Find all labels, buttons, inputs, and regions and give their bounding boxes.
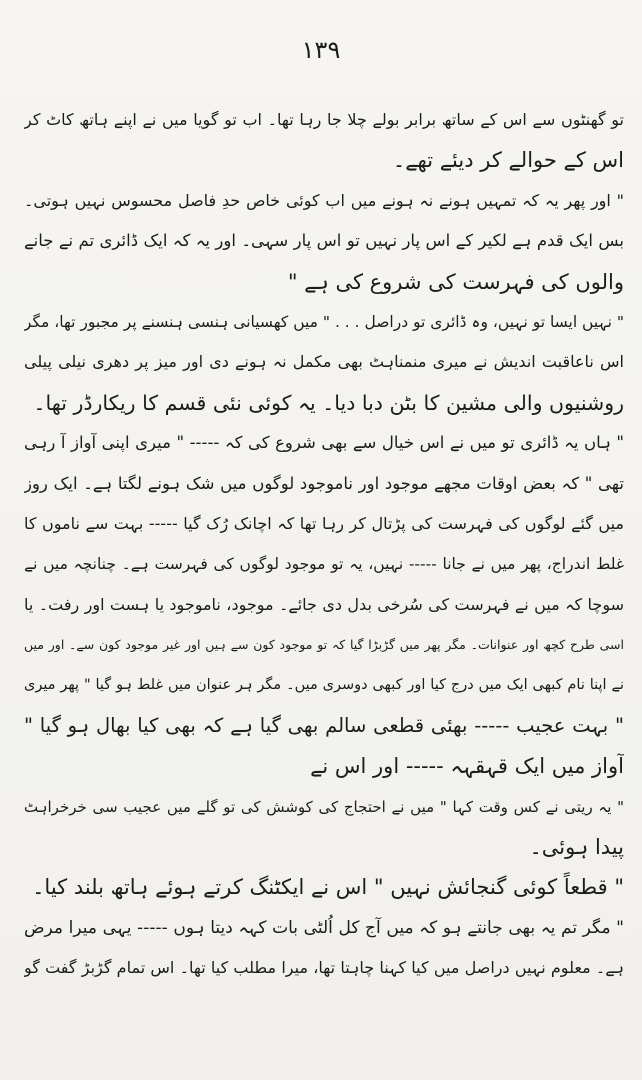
text-line: اس ناعاقبت اندیش نے میری منمناہٹ بھی مکمل نہ ہونے دی اور میز پر دھری نیلی پیلی bbox=[24, 352, 624, 372]
text-line: " ہاں یہ ڈائری تو میں نے اس خیال سے بھی شروع کی کہ ----- " میری اپنی آواز آ رہی bbox=[24, 433, 624, 453]
page-number: ۱۳۹ bbox=[301, 36, 341, 64]
text-line: بس ایک قدم ہے لکیر کے اس پار نہیں تو اس پار سہی۔ اور یہ کہ ایک ڈائری تم نے جانے bbox=[24, 231, 624, 251]
text-line: " اور پھر یہ کہ تمہیں ہونے نہ ہونے میں اب کوئی خاص حدِ فاصل محسوس نہیں ہوتی۔ bbox=[24, 190, 624, 210]
text-line: میں گئے لوگوں کی فہرست کی پڑتال کر رہا تھا کہ اچانک رُک گیا ----- بہت سے ناموں کا bbox=[24, 513, 624, 533]
text-line: " مگر تم یہ بھی جانتے ہو کہ میں آج کل اُلٹی بات کہہ دیتا ہوں ----- یہی میرا مرض bbox=[24, 917, 624, 938]
text-line: نے اپنا نام کبھی ایک میں درج کیا اور کبھی دوسری میں۔ مگر ہر عنوان میں غلط ہو گیا " پھر میری bbox=[24, 677, 624, 694]
text-line: تو گھنٹوں سے اس کے ساتھ برابر بولے چلا جا رہا تھا۔ اب تو گویا میں نے اپنے ہاتھ کاٹ کر bbox=[24, 110, 624, 129]
text-line: آواز میں ایک قہقہہ ----- اور اس نے bbox=[310, 754, 624, 779]
text-line: اس کے حوالے کر دیئے تھے۔ bbox=[392, 148, 624, 173]
text-line: " بہت عجیب ----- بھئی قطعی سالم بھی گیا ہے کہ بھی کیا بھال ہو گیا " bbox=[24, 713, 624, 737]
text-line: پیدا ہوئی۔ bbox=[529, 835, 624, 860]
text-line: تھی " کہ بعض اوقات مجھے موجود اور ناموجود لوگوں میں شک ہونے لگتا ہے۔ ایک روز bbox=[24, 473, 624, 493]
text-line: روشنیوں والی مشین کا بٹن دبا دیا۔ یہ کوئی نئی قسم کا ریکارڈر تھا۔ bbox=[33, 390, 624, 415]
text-line: " یہ ریتی نے کس وقت کہا " میں نے احتجاج کی کوشش کی تو گلے میں عجیب سی خرخراہٹ bbox=[24, 797, 624, 816]
text-line: " نہیں ایسا تو نہیں، وہ ڈائری تو دراصل . . . " میں کھسیانی ہنسی ہنسنے پر مجبور تھا، مگر bbox=[24, 312, 624, 331]
body-text bbox=[24, 100, 624, 989]
text-line: " قطعاً کوئی گنجائش نہیں " اس نے ایکٹنگ کرتے ہوئے ہاتھ بلند کیا۔ bbox=[32, 875, 624, 900]
text-line: غلط اندراج، پھر میں نے جانا ----- نہیں، یہ تو موجود لوگوں کی فہرست ہے۔ چنانچہ میں نے bbox=[24, 555, 624, 574]
text-line: ہے۔ معلوم نہیں دراصل میں کیا کہنا چاہتا تھا، میرا مطلب کیا تھا۔ اس تمام گڑبڑ گفت گو bbox=[24, 958, 624, 978]
text-line: اسی طرح کچھ اور عنوانات۔ مگر پھر میں گڑبڑا گیا کہ تو موجود کون سے ہیں اور غیر موجود کون سے۔ اور میں bbox=[24, 637, 624, 653]
text-line: سوچا کہ میں نے فہرست کی سُرخی بدل دی جائے۔ موجود، ناموجود یا ہست اور رفت۔ یا bbox=[24, 594, 624, 614]
text-line: والوں کی فہرست کی شروع کی ہے " bbox=[287, 269, 624, 294]
